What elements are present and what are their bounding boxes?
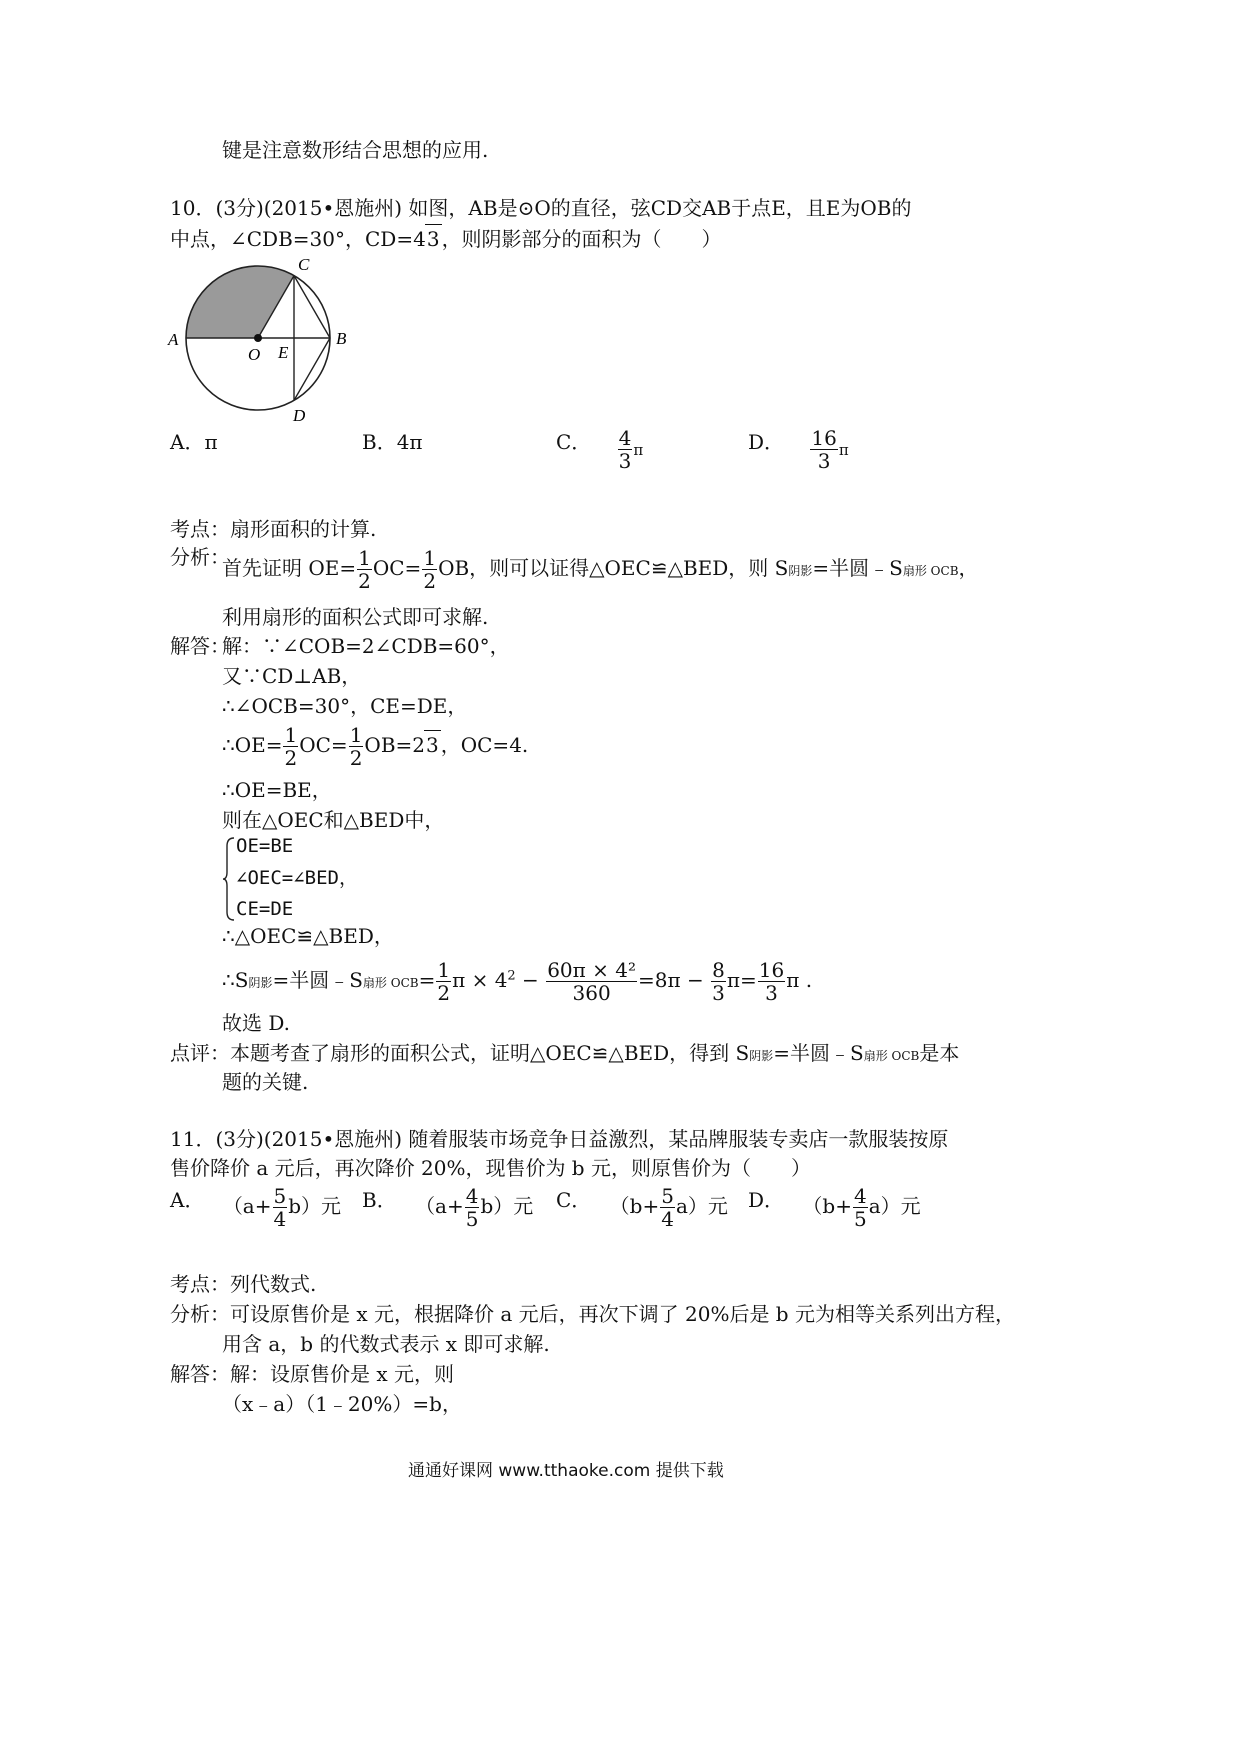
label-a: A [168,330,179,349]
q10-step4 [222,725,528,768]
fraction [357,548,372,591]
option-value: π [204,430,218,454]
q11-jieda-line1 [170,1360,454,1388]
numerator: 60π × 4² [547,958,636,982]
section-label: 考点： [170,1272,230,1296]
text-part: （b+ [802,1194,852,1218]
q10-stem-line2 [170,224,722,253]
pi-symbol: π [633,441,644,459]
numerator: 1 [284,723,298,747]
fraction [436,960,451,1003]
q10-option-c [556,428,643,471]
text-part: π × 4 [452,968,508,992]
text-part: − [515,968,546,992]
fraction [283,725,298,768]
center-dot [254,334,262,342]
denominator: 4 [661,1207,674,1231]
denominator: 2 [423,569,437,593]
option-label: B． [362,430,397,454]
continuation-line: 键是注意数形结合思想的应用. [222,138,489,162]
option-label: B． [362,1188,397,1212]
q10-fenxi-line2: 利用扇形的面积公式即可求解. [222,605,489,629]
option-label: C． [556,1188,592,1212]
q10-step5: ∴OE=BE， [222,778,332,802]
text-part: 首先证明 OE= [222,556,357,580]
segment-bd [294,338,330,400]
text-part: OB=2 [364,733,425,757]
text-part: b）元 [480,1194,534,1218]
text-part: a）元 [675,1194,728,1218]
text-part: 是本 [919,1041,960,1065]
circle-figure [160,250,360,430]
q10-step3: ∴∠OCB=30°，CE=DE， [222,694,468,718]
footer-text: 通通好课网 www.tthaoke.com 提供下载 [408,1461,724,1481]
fraction [546,960,637,1003]
option-label: A． [170,430,205,454]
text-part: = [418,968,436,992]
option-label: D． [748,430,785,454]
fraction [810,428,837,471]
denominator: 3 [712,981,725,1005]
denominator: 3 [618,449,632,473]
section-label: 点评： [170,1041,230,1065]
option-value: 4π [396,430,423,454]
q10-jieda-label: 解答： [170,634,230,658]
system-eq1: OE=BE [236,835,294,857]
numerator: 5 [273,1184,287,1208]
q11-stem-line1: 11．(3分)(2015•恩施州) 随着服装市场竞争日益激烈，某品牌服装专卖店一款服装按原 [170,1127,949,1151]
q10-fenxi-label: 分析： [170,545,230,569]
numerator: 16 [811,426,837,450]
fraction [853,1186,868,1229]
denominator: 2 [437,981,451,1005]
system-eq3: CE=DE [236,898,294,920]
q10-dianping-line2: 题的关键. [222,1070,309,1094]
section-label: 分析： [170,1302,230,1326]
text-part: ∠OEC=∠BED [236,867,339,889]
denominator: 2 [284,746,298,770]
q10-stem-part: 中点，∠CDB=30°，CD=4 [170,227,426,251]
denominator: 2 [349,746,363,770]
section-label: 解答： [170,1362,230,1386]
text-part: （a+ [222,1194,272,1218]
subscript: 扇形 OCB [863,1049,920,1063]
fraction [660,1186,675,1229]
q10-step6: 则在△OEC和△BED中， [222,808,445,832]
text-part: =半圆﹣S [812,556,903,580]
label-b: B [336,329,347,348]
subscript: 阴影 [248,976,273,990]
subscript: 扇形 OCB [362,976,419,990]
numerator: 4 [853,1184,867,1208]
numerator: 1 [437,958,451,982]
text-part: ∴OE= [222,733,283,757]
denominator: 5 [465,1207,479,1231]
text-part: π= [726,968,757,992]
fraction [349,725,364,768]
system-eq2 [236,862,358,895]
q11-jieda-line2: （x﹣a）（1﹣20%）=b， [222,1392,462,1416]
text-part: OC= [372,556,422,580]
q10-option-a [170,428,218,456]
text-part: b）元 [288,1194,342,1218]
q10-kaodian [170,515,376,543]
text-part: OC= [299,733,348,757]
subscript: 扇形 OCB [902,564,959,578]
denominator: 3 [765,981,778,1005]
label-e: E [278,343,289,362]
text-part: ， [338,867,358,889]
pi-symbol: π [838,441,849,459]
fraction [273,1186,288,1229]
q10-step2: 又∵CD⊥AB， [222,664,362,688]
text-part: （b+ [609,1194,660,1218]
label-c: C [298,255,310,274]
superscript: 2 [507,968,516,984]
section-label: 考点： [170,517,230,541]
q11-kaodian [170,1270,316,1298]
label-d: D [293,406,306,425]
q10-step7: ∴△OEC≌△BED， [222,924,394,948]
text-part: =半圆﹣S [773,1041,864,1065]
text-part: a）元 [868,1194,921,1218]
fraction [758,960,785,1003]
numerator: 4 [465,1184,479,1208]
sqrt-3: 3 [424,730,441,759]
shaded-sector [186,266,294,338]
section-text: 可设原售价是 x 元，根据降价 a 元后，再次下调了 20%后是 b 元为相等关系列出方程， [230,1302,1015,1326]
text-part: =8π − [638,968,711,992]
q11-option-c [556,1186,728,1229]
label-o: O [248,345,261,364]
denominator: 5 [853,1207,867,1231]
q10-step1: 解：∵∠COB=2∠CDB=60°， [222,634,510,658]
text-part: ∴S [222,968,249,992]
numerator: 4 [618,426,632,450]
fraction [465,1186,480,1229]
option-label: C． [556,430,592,454]
q10-stem-part: ，则阴影部分的面积为（ ） [441,227,722,251]
sqrt-3: 3 [425,224,442,253]
section-text: 解：设原售价是 x 元，则 [230,1362,454,1386]
denominator: 2 [358,569,371,593]
text-part: π . [786,968,813,992]
q11-stem-line2: 售价降价 a 元后，再次降价 20%，现售价为 b 元，则原售价为（ ） [170,1156,811,1180]
q11-option-b [362,1186,533,1229]
q10-step9: 故选 D. [222,1011,291,1035]
denominator: 360 [572,981,611,1005]
fraction [618,428,633,471]
section-text: 扇形面积的计算. [230,517,377,541]
subscript: 阴影 [749,1049,774,1063]
numerator: 8 [712,958,725,982]
text-part: ，OC=4. [440,733,529,757]
text-part: OB，则可以证得△OEC≌△BED，则 S [438,556,789,580]
numerator: 16 [758,958,785,982]
option-label: A． [170,1188,205,1212]
text-part: （a+ [415,1194,464,1218]
numerator: 5 [661,1184,674,1208]
numerator: 1 [349,723,363,747]
segment-cb [294,276,330,338]
system-brace [222,836,236,922]
q11-fenxi-line2: 用含 a，b 的代数式表示 x 即可求解. [222,1332,550,1356]
q11-option-d [748,1186,921,1229]
option-label: D． [748,1188,785,1212]
denominator: 4 [273,1207,287,1231]
fraction [422,548,437,591]
section-text: 列代数式. [230,1272,317,1296]
q10-option-d [748,428,849,471]
numerator: 1 [423,546,437,570]
text-part: 本题考查了扇形的面积公式，证明△OEC≌△BED，得到 S [230,1041,750,1065]
denominator: 3 [817,449,831,473]
text-part: =半圆﹣S [272,968,363,992]
numerator: 1 [358,546,371,570]
text-part: ， [958,556,979,580]
fraction [711,960,726,1003]
q10-fenxi-line1 [222,548,979,591]
q11-option-a [170,1186,341,1229]
q10-stem-line1: 10．(3分)(2015•恩施州) 如图，AB是⊙O的直径，弦CD交AB于点E，且E为OB的 [170,196,912,220]
q11-fenxi-line1 [170,1300,1015,1328]
q10-dianping-line1 [170,1039,959,1070]
q10-step8 [222,960,812,1003]
subscript: 阴影 [788,564,813,578]
q10-option-b [362,428,423,456]
